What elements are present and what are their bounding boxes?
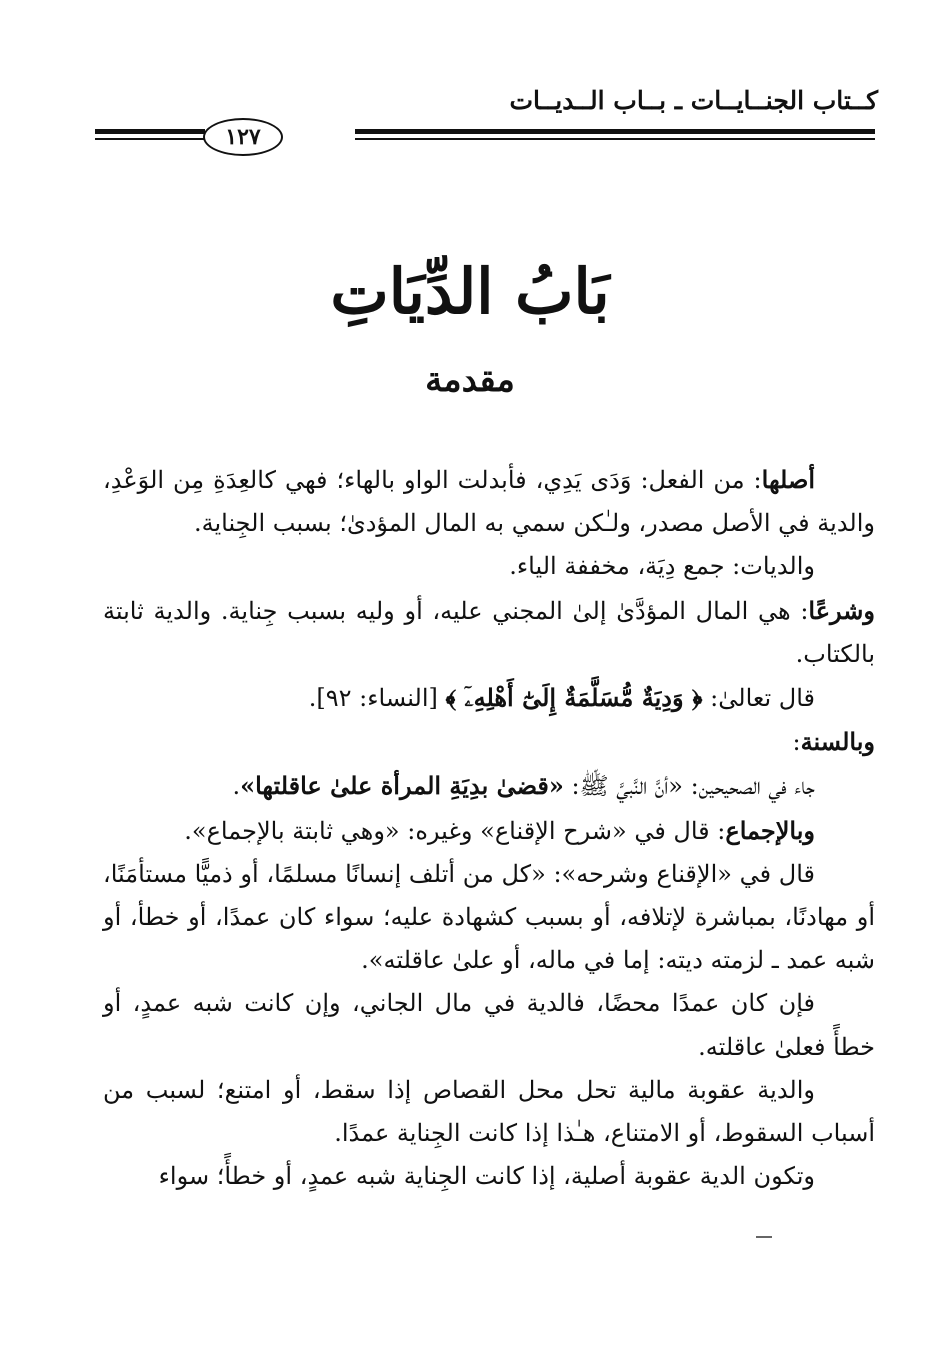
paragraph-plural xyxy=(103,545,875,588)
page-number: ١٢٧ xyxy=(203,118,283,156)
term-consensus: وبالإجماع xyxy=(725,815,815,845)
header-rule-thick-left xyxy=(95,129,205,134)
paragraph-quran xyxy=(103,676,875,720)
paragraph-text: وتكون الدية عقوبة أصلية، إذا كانت الجِناية شبه عمدٍ، أو خطأً؛ سواء xyxy=(158,1162,815,1191)
verse-reference: [النساء: ٩٢]. xyxy=(308,684,446,713)
paragraph-original-penalty xyxy=(103,1155,875,1198)
paragraph-text: : xyxy=(792,728,801,757)
quran-verse: ﴿ وَدِيَةٌ مُّسَلَّمَةٌ إِلَىٰٓ أَهْلِهِۦٓ ﴾ xyxy=(445,683,703,713)
paragraph-text: . xyxy=(232,772,241,801)
paragraph-iqna xyxy=(103,853,875,983)
paragraph-text: : من الفعل: وَدَى يَدِي، فأبدلت الواو بالهاء؛ فهي كالعِدَةِ مِن الوَعْدِ، والدية في الأصل مصدر، ولـٰكن سمي به المال المؤدىٰ؛ بسبب الجِناية. xyxy=(103,466,875,538)
paragraph-text: والديات: جمع دِيَة، مخففة الياء. xyxy=(509,552,815,581)
header-rule-thin-right xyxy=(355,138,875,140)
chapter-title: بَابُ الدِّيَاتِ xyxy=(330,255,610,328)
paragraph-text: قال في «الإقناع وشرحه»: «كل من أتلف إنسانًا مسلمًا، أو ذميًّا مستأمَنًا، أو مهادنًا، بمباشرة لإتلافه، أو بسبب كشهادة عليه؛ سواء كان عمدًا، أو خطأ، أو شبه عمد ـ لزمته ديته: إما في ماله، أو علىٰ عاقلته». xyxy=(103,859,875,975)
term-sunnah: وبالسنة xyxy=(800,727,875,757)
paragraph-text: والدية عقوبة مالية تحل محل القصاص إذا سقط، أو امتنع؛ لسبب من أسباب السقوط، أو الامتناع، هـٰذا إذا كانت الجِناية عمدًا. xyxy=(103,1075,875,1148)
header-rule-thin-left xyxy=(95,138,205,140)
footnote-separator xyxy=(756,1236,772,1238)
paragraph-hadith xyxy=(103,764,875,808)
hadith-text: «قضىٰ بدِيَةِ المرأة علىٰ عاقلتها» xyxy=(240,771,564,801)
paragraph-sunnah-heading xyxy=(103,720,875,764)
term-origin: أصلها xyxy=(761,465,815,494)
paragraph-text: : قال في «شرح الإقناع» وغيره: «وهي ثابتة بالإجماع». xyxy=(184,816,726,845)
running-header-title: كــتاب الجنــايــات ـ بــاب الــديــات xyxy=(509,86,878,115)
term-definition: وشرعًا xyxy=(808,595,875,625)
section-title: مقدمة xyxy=(425,360,515,400)
paragraph-text: : هي المال المؤدَّىٰ إلىٰ المجني عليه، أو وليه بسبب جِناية. والدية ثابتة بالكتاب. xyxy=(103,596,875,668)
paragraph-consensus xyxy=(103,809,875,853)
main-text xyxy=(103,458,875,1198)
header-rule xyxy=(95,118,875,158)
verse-intro: قال تعالىٰ: xyxy=(702,684,815,713)
paragraph-intentional xyxy=(103,982,875,1068)
header-rule-thick-right xyxy=(355,129,875,134)
paragraph-penalty xyxy=(103,1069,875,1155)
paragraph-text: فإن كان عمدًا محضًا، فالدية في مال الجاني، وإن كانت شبه عمدٍ، أو خطأً فعلىٰ عاقلته. xyxy=(103,989,875,1061)
paragraph-definition xyxy=(103,589,875,676)
hadith-intro: جاء في الصحيحين: «أنَّ النَّبيَّ ﷺ: xyxy=(563,772,815,801)
paragraph-origin xyxy=(103,458,875,545)
